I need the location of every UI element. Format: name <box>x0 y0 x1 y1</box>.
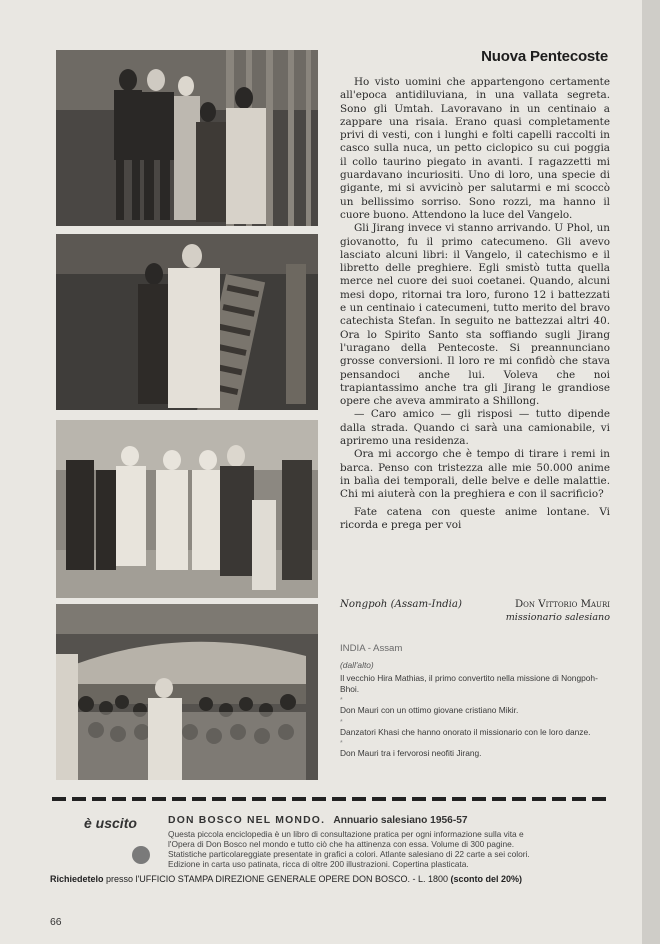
advert-line: Edizione in carta uso patinata, ricca di oltre 200 illustrazioni. Copertina plasticata. <box>168 859 469 869</box>
photo-captions <box>340 644 610 761</box>
order-discount: (sconto del 20%) <box>450 874 523 884</box>
caption-subheading: (dall'alto) <box>340 659 374 670</box>
dashed-divider <box>52 797 608 801</box>
photo-dancers <box>56 420 318 598</box>
order-lead: Richiedetelo <box>50 874 104 884</box>
advert-description <box>168 829 608 869</box>
caption-item: Il vecchio Hira Mathias, il primo convertito nella missione di Nongpoh-Bhoi. <box>340 673 598 694</box>
advert-subtitle: Annuario salesiano 1956-57 <box>333 815 468 826</box>
caption-separator: * <box>340 718 343 726</box>
advert-line: Statistiche particolareggiate presentate in grafici a colori. Atlante salesiano di 22 carte a sei colori. <box>168 849 530 859</box>
signature-role: missionario salesiano <box>505 612 610 623</box>
advert-title <box>168 815 468 826</box>
advert-title-main: DON BOSCO NEL MONDO. <box>168 815 326 826</box>
caption-item: Don Mauri tra i fervorosi neofiti Jirang. <box>340 748 482 758</box>
signature-place: Nongpoh (Assam-India) <box>340 599 462 610</box>
photo-missionary-youth <box>56 234 318 410</box>
advert-line: l'Opera di Don Bosco nel mondo e tutto ciò che ha attinenza con essa. Volume di 300 pagine. <box>168 839 515 849</box>
advert-line: Questa piccola enciclopedia è un libro di consultazione pratica per ogni informazione sulla vita e <box>168 829 524 839</box>
article-paragraph: Ora mi accorgo che è tempo di tirare i remi in barca. Penso con tristezza alle mie 50.000 anime in balìa dei temporali, delle belve e delle malattie. Chi mi aiuterà con la preghiera e con il sacrificio? <box>340 448 610 501</box>
caption-heading: INDIA - Assam <box>340 643 403 654</box>
caption-separator: * <box>340 697 343 704</box>
advert-order-line <box>50 874 610 884</box>
article-title: Nuova Pentecoste <box>481 48 608 65</box>
signature-name: Don Vittorio Mauri <box>514 599 610 610</box>
article-paragraph: Ho visto uomini che appartengono certamente all'epoca antidiluviana, in una vallata segreta. Sono gli Umtah. Lavoravano in un centinaio a zappare una risaia. Erano quasi completamente privi di vesti, con i lunghi e folti capelli raccolti in casco sulla nuca, un petto ciclopico su cui poggia il collo taurino piegato in avanti. I ragazzetti mi guardavano incuriositi. Uno di loro, una specie di gigante, mi si avvicinò per salutarmi e mi scoccò un bellissimo sorriso. Sono rozzi, ma hanno il cuore buono. Attendono la luce del Vangelo. <box>340 76 610 221</box>
article-paragraph: Fate catena con queste anime lontane. Vi ricorda e prega per voi <box>340 505 610 531</box>
article-paragraph: Gli Jirang invece vi stanno arrivando. U Phol, un giovanotto, fu il primo catecumeno. Gli avevo lasciato alcuni libri: il Vangelo, il catechismo e il libretto delle preghiere. Egli smistò tutta quella merce nel cuore dei suoi coetanei. Quando, alcuni mesi dopo, ritornai tra loro, furono 12 i battezzati e un centinaio i catecumeni, tutto merito del bravo catechista Stefan. In seguito ne battezzai altri 40. Ora lo Spirito Santo sta soffiando sugli Jirang l'uragano della Pentecoste. Si preannunciano grosse conversioni. Il loro re mi confidò che stava pensandoci anche lui. Voleva che noi trapiantassimo anche tra gli Jirang le grandiose opere che aveva ammirato a Shillong. <box>340 222 610 408</box>
caption-item: Don Mauri con un ottimo giovane cristiano Mikir. <box>340 705 519 715</box>
advert-label: è uscito <box>84 815 137 831</box>
order-text: presso l'UFFICIO STAMPA DIREZIONE GENERALE OPERE DON BOSCO. - L. 1800 <box>106 874 448 884</box>
caption-item: Danzatori Khasi che hanno onorato il missionario con le loro danze. <box>340 726 591 737</box>
article-paragraph: — Caro amico — gli risposi — tutto dipende dalla strada. Quando ci sarà una camionabile, vi apriremo una residenza. <box>340 408 610 448</box>
caption-separator: * <box>340 740 343 747</box>
photo-elders <box>56 50 318 226</box>
photo-crowd <box>56 604 318 780</box>
bullet-dot-icon <box>132 846 150 864</box>
page-number: 66 <box>50 917 62 928</box>
page-edge-shadow <box>642 0 660 944</box>
article-body <box>340 76 610 532</box>
